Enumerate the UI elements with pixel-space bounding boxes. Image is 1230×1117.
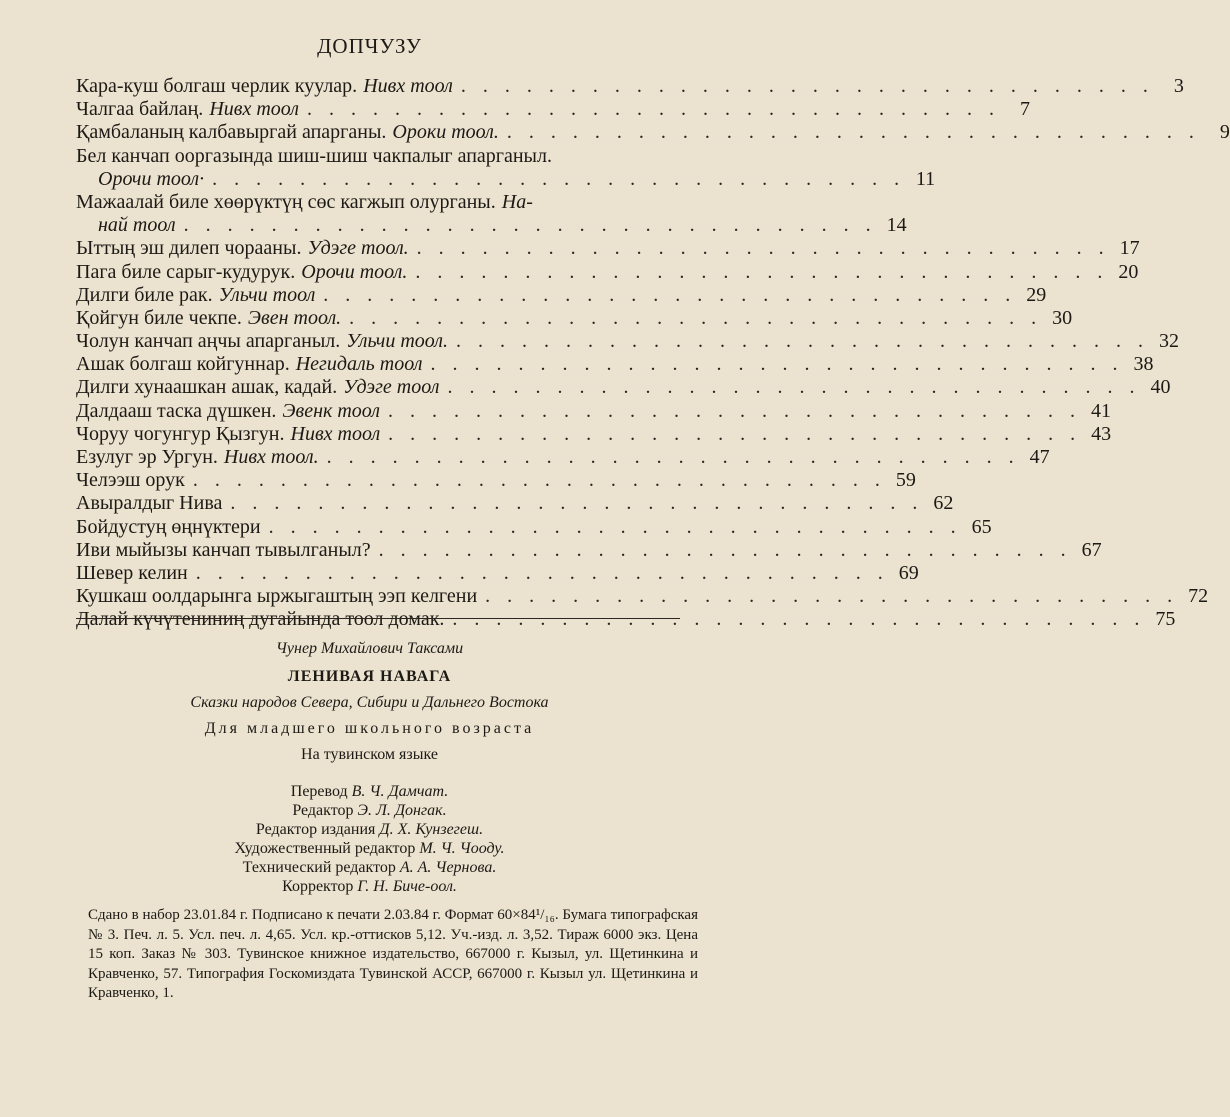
toc-leader-dots: . . . . . . . . . . . . . . . . . . . . . . . . . . . . . . . . xyxy=(388,399,1082,422)
toc-entry-title: Чалгаа байлаң. xyxy=(76,98,204,121)
credit-person: А. А. Чернова. xyxy=(399,859,497,876)
toc-entry-origin: Эвен тоол. xyxy=(247,306,342,329)
toc-entry-title: Ыттың эш дилеп чорааны. xyxy=(76,237,302,260)
toc-entry-title: Дилги хунаашкан ашак, кадай. xyxy=(76,376,338,399)
toc-leader-dots: . . . . . . . . . . . . . . . . . . . . . . . . . . . . . . . . xyxy=(323,283,1017,306)
toc-page-number: 47 xyxy=(1029,446,1050,468)
toc-entry xyxy=(76,260,1139,284)
toc-leader-dots: . . . . . . . . . . . . . . . . . . . . . . . . . . . . . . . . xyxy=(212,167,906,190)
toc-heading: ДОПЧУЗУ xyxy=(317,34,422,58)
credit-role: Перевод xyxy=(290,783,348,800)
toc-entry xyxy=(76,561,919,585)
toc-entry xyxy=(76,399,1112,423)
credit-role: Редактор издания xyxy=(255,821,376,838)
toc-entry-origin: Орочи тоол. xyxy=(301,260,408,283)
book-title: ЛЕНИВАЯ НАВАГА xyxy=(287,668,452,685)
toc-entry-title: Қойгун биле чекпе. xyxy=(76,306,242,329)
toc-leader-dots: . . . . . . . . . . . . . . . . . . . . . . . . . . . . . . . . xyxy=(430,353,1124,376)
toc-entry-origin: Удэге тоол. xyxy=(307,237,409,260)
toc-leader-dots: . . . . . . . . . . . . . . . . . . . . . . . . . . . . . . . . xyxy=(388,422,1082,445)
toc-page-number: 43 xyxy=(1091,422,1112,445)
toc-page-number: 69 xyxy=(898,561,919,584)
toc-entry xyxy=(76,492,954,515)
toc-entry-title: Дилги биле рак. xyxy=(76,283,213,306)
toc-page-number: 14 xyxy=(886,214,907,237)
toc-entry-title: Далдааш таска дүшкен. xyxy=(76,399,277,422)
toc-leader-dots: . . . . . . . . . . . . . . . . . . . . . . . . . . . . . . . . xyxy=(452,608,1146,631)
toc-entry-origin: Ульчи тоол. xyxy=(346,330,448,353)
toc-entry-origin: Орочи тоол· xyxy=(98,167,205,190)
toc-entry xyxy=(76,330,1179,353)
toc-page-number: 30 xyxy=(1052,306,1073,329)
toc-page-number: 75 xyxy=(1155,608,1176,631)
toc-leader-dots: . . . . . . . . . . . . . . . . . . . . . . . . . . . . . . . . xyxy=(460,75,1154,97)
age-group: Для младшего школьного возраста xyxy=(204,720,535,737)
toc-entry-title: Пага биле сарыг-кудурук. xyxy=(76,260,296,283)
credit-line xyxy=(0,820,739,839)
credit-role: Художественный редактор xyxy=(234,840,416,857)
toc-entry xyxy=(76,145,696,168)
toc-leader-dots: . . . . . . . . . . . . . . . . . . . . . . . . . . . . . . . . xyxy=(326,446,1020,468)
toc-leader-dots: . . . . . . . . . . . . . . . . . . . . . . . . . . . . . . . . xyxy=(195,561,889,584)
credit-line xyxy=(0,839,739,858)
credit-role: Корректор xyxy=(282,878,354,895)
toc-entry xyxy=(76,376,1171,399)
separator-rule xyxy=(76,618,680,619)
credit-role: Технический редактор xyxy=(242,859,396,876)
toc-page-number: 20 xyxy=(1118,260,1139,283)
toc-entry xyxy=(76,214,907,237)
toc-page-number: 32 xyxy=(1159,330,1179,353)
toc-entry-title: Шевер келин xyxy=(76,561,188,584)
toc-entry xyxy=(76,538,1102,562)
toc-entry xyxy=(76,353,1154,376)
toc-entry-origin: Эвенк тоол xyxy=(282,399,381,422)
toc-page-number: 41 xyxy=(1091,399,1112,422)
toc-leader-dots: . . . . . . . . . . . . . . . . . . . . . . . . . . . . . . . . xyxy=(378,538,1072,561)
toc-entry-title: Чоруу чогунгур Қызгун. xyxy=(76,422,285,445)
toc-entry-origin: Ульчи тоол xyxy=(218,283,316,306)
toc-page-number: 11 xyxy=(915,167,936,190)
credits-block xyxy=(0,782,739,896)
toc-entry xyxy=(76,306,1073,330)
toc-page-number: 3 xyxy=(1173,75,1184,97)
credit-line xyxy=(0,858,739,877)
toc-entry-title: Чолун канчап аңчы апарганыл. xyxy=(76,330,341,353)
toc-entry-origin: Нивх тоол xyxy=(363,75,453,97)
credit-person: В. Ч. Дамчат. xyxy=(351,783,449,800)
toc-page-number: 38 xyxy=(1133,353,1154,376)
toc-page-number: 72 xyxy=(1188,585,1209,608)
toc-entry xyxy=(76,191,696,214)
credit-person: Г. Н. Биче-оол. xyxy=(357,878,457,895)
toc-entry xyxy=(76,75,1184,98)
colophon: Сдано в набор 23.01.84 г. Подписано к печати 2.03.84 г. Формат 60×84¹/₁₆. Бумага типографская № 3. Печ. л. 5. Усл. печ. л. 4,65. Усл. кр.-оттисков 5,12. Уч.-изд. л. 3,52. Тираж 6000 экз. Цена 15 коп. Заказ № 303. Тувинское книжное издательство, 667000 г. Кызыл, ул. Щетинкина и Кравченко, 57. Типография Госкомиздата Тувинской АССР, 667000 г. Кызыл ул. Щетинкина и Кравченко, 1. xyxy=(88,907,698,1001)
toc-page-number: 59 xyxy=(895,469,916,492)
toc-entry-title: Мажаалай биле хөөрүктүң сөс кагжып олурганы. xyxy=(76,190,496,213)
toc-entry-title: Езулуг эр Ургун. xyxy=(76,446,218,468)
toc-entry-title: Авыралдыг Нива xyxy=(76,492,223,515)
toc-entry xyxy=(76,167,936,191)
toc-page-number: 67 xyxy=(1081,538,1102,561)
credit-line xyxy=(0,877,739,896)
book-language: На тувинском языке xyxy=(301,746,438,763)
toc-page-number: 17 xyxy=(1119,237,1140,260)
toc-entry-title: Далай күчүтениниң дугайында тоол домак. xyxy=(76,608,445,631)
toc-leader-dots: . . . . . . . . . . . . . . . . . . . . . . . . . . . . . . . . xyxy=(183,214,877,237)
toc-leader-dots: . . . . . . . . . . . . . . . . . . . . . . . . . . . . . . . . xyxy=(306,98,1000,121)
toc-page-number: 29 xyxy=(1026,283,1047,306)
toc-entry-title: Кара-куш болгаш черлик куулар. xyxy=(76,75,358,97)
toc-leader-dots: . . . . . . . . . . . . . . . . . . . . . . . . . . . . . . . . xyxy=(485,585,1179,608)
toc-page-number: 65 xyxy=(971,515,992,538)
toc-entry-origin: Нивх тоол. xyxy=(223,446,319,468)
toc-entry xyxy=(76,422,1112,446)
toc-entry xyxy=(76,98,1030,121)
toc-entry xyxy=(76,283,1047,307)
toc-entry-origin: Нивх тоол xyxy=(290,422,381,445)
toc-page-number: 40 xyxy=(1150,376,1171,399)
toc-entry-origin: Ороки тоол. xyxy=(392,121,499,144)
credit-person: Д. Х. Кунзегеш. xyxy=(379,821,484,838)
toc-leader-dots: . . . . . . . . . . . . . . . . . . . . . . . . . . . . . . . . xyxy=(416,237,1110,260)
toc-entry-title: Бойдустуң өңнүктери xyxy=(76,515,261,538)
book-subtitle: Сказки народов Севера, Сибири и Дальнего Востока xyxy=(190,694,549,711)
credit-line xyxy=(0,801,739,820)
toc-leader-dots: . . . . . . . . . . . . . . . . . . . . . . . . . . . . . . . . xyxy=(230,492,924,515)
toc-page-number: 9 xyxy=(1219,121,1230,144)
toc-leader-dots: . . . . . . . . . . . . . . . . . . . . . . . . . . . . . . . . xyxy=(506,121,1200,144)
toc-leader-dots: . . . . . . . . . . . . . . . . . . . . . . . . . . . . . . . . xyxy=(268,515,962,538)
credit-person: Э. Л. Донгак. xyxy=(357,802,447,819)
toc-entry-origin: На- xyxy=(501,190,533,213)
credit-person: М. Ч. Чооду. xyxy=(419,840,505,857)
author-name: Чунер Михайлович Таксами xyxy=(275,640,464,657)
toc-entry xyxy=(76,237,1140,260)
credit-line xyxy=(0,782,739,801)
toc-entry-origin: Нивх тоол xyxy=(209,98,299,121)
toc-entry-title: Челээш орук xyxy=(76,469,185,492)
credit-role: Редактор xyxy=(292,802,354,819)
toc-page-number: 7 xyxy=(1019,98,1030,121)
toc-entry-title: Иви мыйызы канчап тывылганыл? xyxy=(76,538,371,561)
toc-entry xyxy=(76,608,1176,631)
toc-leader-dots: . . . . . . . . . . . . . . . . . . . . . . . . . . . . . . . . xyxy=(349,306,1043,329)
toc-entry-title: Бел канчап ооргазында шиш-шиш чакпалыг апарганыл. xyxy=(76,144,552,167)
toc-entry-title: Қамбаланың калбавыргай апарганы. xyxy=(76,121,387,144)
toc-page-number: 62 xyxy=(933,492,954,515)
toc-entry-title: Кушкаш оолдарынга ыржыгаштың ээп келгени xyxy=(76,585,478,608)
toc-entry-origin: Негидаль тоол xyxy=(295,353,423,376)
toc-entry xyxy=(76,585,1209,608)
toc-entry-origin: Удэге тоол xyxy=(343,376,440,399)
toc-leader-dots: . . . . . . . . . . . . . . . . . . . . . . . . . . . . . . . . xyxy=(192,469,886,492)
toc-entry xyxy=(76,515,992,539)
toc-entry-title: Ашак болгаш койгуннар. xyxy=(76,353,290,376)
toc-leader-dots: . . . . . . . . . . . . . . . . . . . . . . . . . . . . . . . . xyxy=(447,376,1141,399)
toc-entry-origin: най тоол xyxy=(98,214,176,237)
table-of-contents xyxy=(76,75,1230,632)
toc-leader-dots: . . . . . . . . . . . . . . . . . . . . . . . . . . . . . . . . xyxy=(456,330,1149,353)
toc-entry xyxy=(76,121,1230,144)
toc-leader-dots: . . . . . . . . . . . . . . . . . . . . . . . . . . . . . . . . xyxy=(415,260,1109,283)
toc-entry xyxy=(76,446,1050,469)
toc-entry xyxy=(76,469,916,492)
